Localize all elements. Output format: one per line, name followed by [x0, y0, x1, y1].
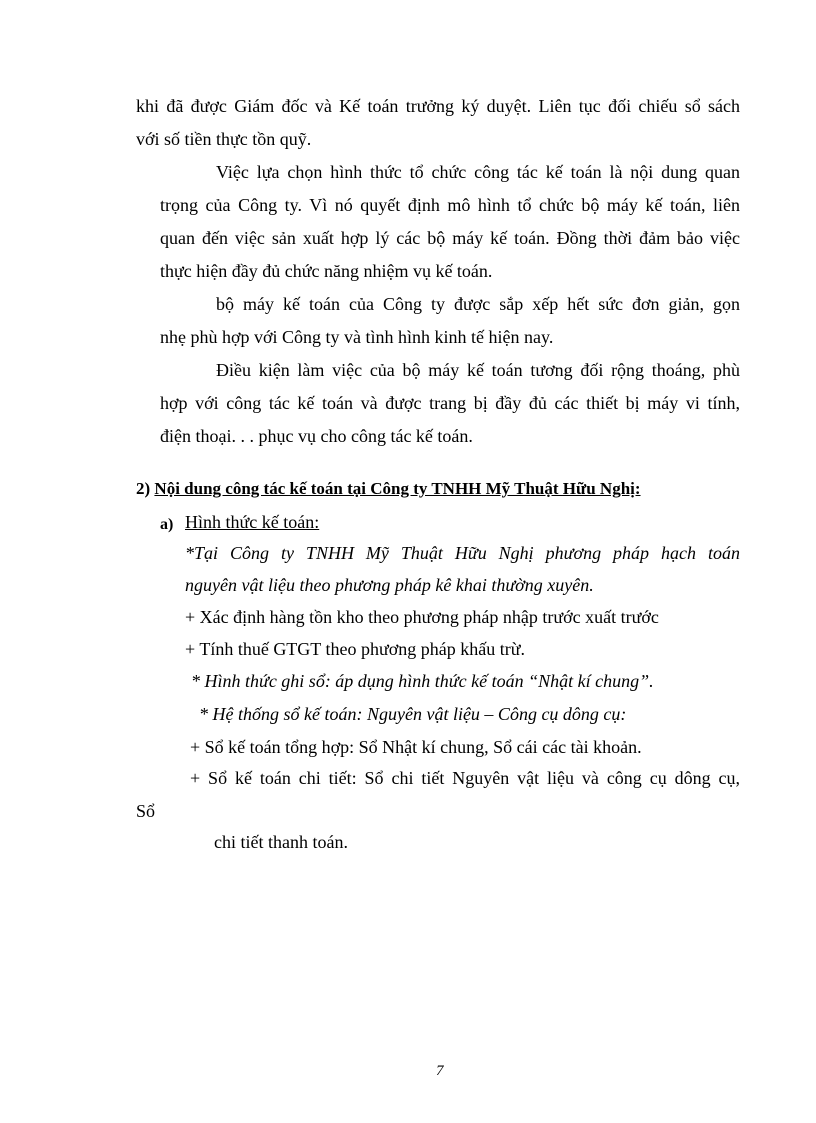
paragraph-2-line-4: thực hiện đầy đủ chức năng nhiệm vụ kế toán.: [160, 261, 493, 281]
paragraph-1-line-1: khi đã được Giám đốc và Kế toán trưởng ký duyệt. Liên tục đối chiếu sổ sách: [136, 96, 740, 116]
item-5: * Hệ thống sổ kế toán: Nguyên vật liệu – Công cụ dông cụ:: [199, 704, 627, 724]
item-3: + Tính thuế GTGT theo phương pháp khấu trừ.: [185, 639, 525, 659]
paragraph-4-line-1: Điều kiện làm việc của bộ máy kế toán tương đối rộng thoáng, phù: [216, 360, 740, 380]
item-1-line-1: *Tại Công ty TNHH Mỹ Thuật Hữu Nghị phương pháp hạch toán: [185, 543, 740, 563]
item-4: * Hình thức ghi sổ: áp dụng hình thức kế toán “Nhật kí chung”.: [191, 671, 654, 691]
section-title: Nội dung công tác kế toán tại Công ty TNHH Mỹ Thuật Hữu Nghị:: [154, 479, 641, 498]
item-7-line-2: Sổ: [136, 801, 156, 821]
paragraph-1-line-2: với số tiền thực tồn quỹ.: [136, 129, 312, 149]
paragraph-2-line-2: trọng của Công ty. Vì nó quyết định mô hình tổ chức bộ máy kế toán, liên: [160, 195, 740, 215]
section-heading: [136, 477, 641, 501]
paragraph-2-line-3: quan đến việc sản xuất hợp lý các bộ máy kế toán. Đồng thời đảm bảo việc: [160, 228, 740, 248]
item-7-line-3: chi tiết thanh toán.: [214, 832, 348, 852]
item-7-line-1: + Sổ kế toán chi tiết: Sổ chi tiết Nguyên vật liệu và công cụ dông cụ,: [190, 768, 740, 788]
subsection-label: a): [160, 516, 174, 533]
section-number: 2): [136, 479, 151, 498]
item-6: + Sổ kế toán tổng hợp: Sổ Nhật kí chung, Sổ cái các tài khoản.: [190, 737, 642, 757]
paragraph-3-line-1: bộ máy kế toán của Công ty được sắp xếp hết sức đơn giản, gọn: [216, 294, 740, 314]
paragraph-3-line-2: nhẹ phù hợp với Công ty và tình hình kinh tế hiện nay.: [160, 327, 554, 347]
item-1-line-2: nguyên vật liệu theo phương pháp kê khai thường xuyên.: [185, 575, 594, 595]
paragraph-4-line-3: điện thoại. . . phục vụ cho công tác kế toán.: [160, 426, 473, 446]
page-number: 7: [436, 1063, 444, 1079]
paragraph-4-line-2: hợp với công tác kế toán và được trang bị đầy đủ các thiết bị máy vi tính,: [160, 393, 740, 413]
paragraph-2-line-1: Việc lựa chọn hình thức tổ chức công tác kế toán là nội dung quan: [216, 162, 740, 182]
item-2: + Xác định hàng tồn kho theo phương pháp nhập trước xuất trước: [185, 607, 659, 627]
subsection-title: Hình thức kế toán:: [185, 512, 320, 532]
